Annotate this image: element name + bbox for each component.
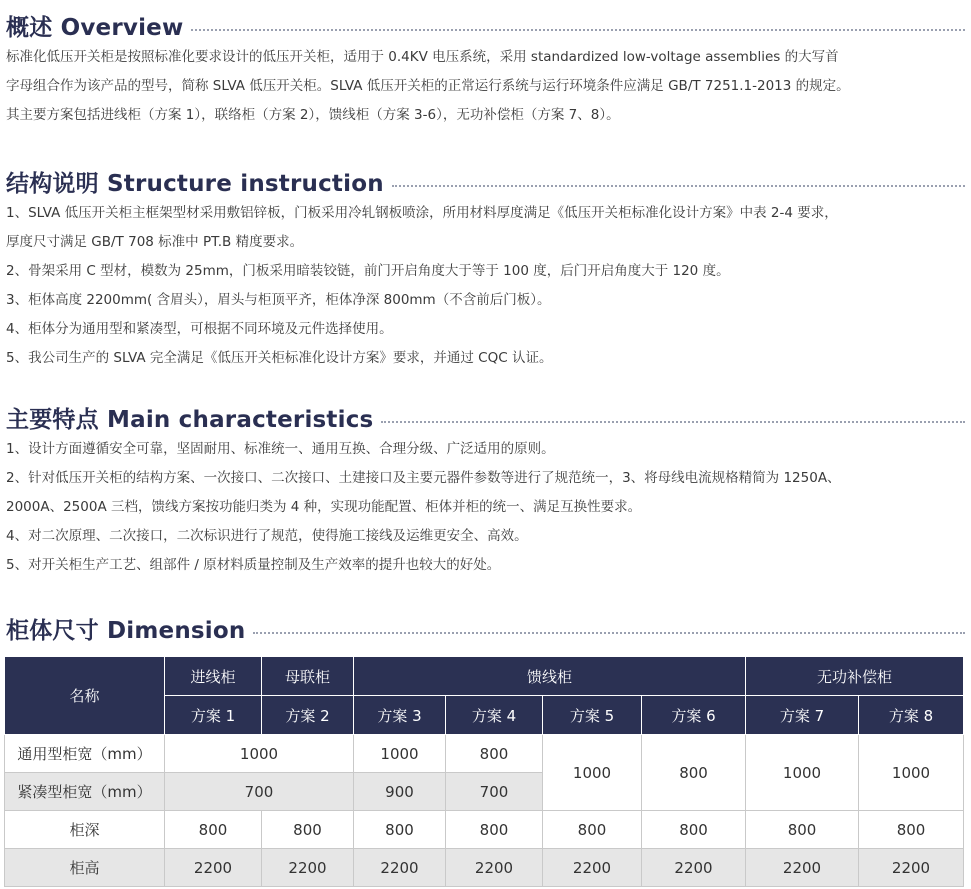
group-header: 馈线柜	[354, 657, 746, 696]
main-line: 1、设计方面遵循安全可靠，坚固耐用、标准统一、通用互换、合理分级、广泛适用的原则。	[6, 441, 555, 457]
table-cell: 1000	[746, 735, 859, 811]
table-row	[5, 811, 964, 849]
table-cell: 800	[859, 811, 964, 849]
structure-title: 结构说明 Structure instruction	[6, 170, 384, 197]
overview-section	[6, 10, 965, 130]
table-cell: 1000	[354, 735, 446, 773]
table-cell: 800	[446, 735, 543, 773]
group-header: 母联柜	[262, 657, 354, 696]
dimension-heading	[6, 613, 965, 643]
table-cell: 1000	[859, 735, 964, 811]
scheme-header: 方案 3	[354, 696, 446, 735]
table-cell: 800	[746, 811, 859, 849]
heading-divider	[381, 421, 965, 423]
structure-heading	[6, 166, 965, 196]
table-cell: 700	[165, 773, 354, 811]
heading-divider	[191, 29, 965, 31]
dimension-section	[6, 613, 965, 643]
overview-line: 字母组合作为该产品的型号，简称 SLVA 低压开关柜。SLVA 低压开关柜的正常运行系统与运行环境条件应满足 GB/T 7251.1-2013 的规定。	[6, 78, 850, 94]
overview-line: 其主要方案包括进线柜（方案 1），联络柜（方案 2），馈线柜（方案 3-6），无功补偿柜（方案 7、8）。	[6, 107, 620, 123]
main-line: 4、对二次原理、二次接口，二次标识进行了规范，使得施工接线及运维更安全、高效。	[6, 528, 528, 544]
structure-line: 3、柜体高度 2200mm( 含眉头），眉头与柜顶平齐，柜体净深 800mm（不含前后门板）。	[6, 292, 551, 308]
table-cell: 2200	[446, 849, 543, 887]
table-cell: 2200	[642, 849, 746, 887]
table-cell: 800	[165, 811, 262, 849]
structure-line: 2、骨架采用 C 型材，模数为 25mm，门板采用暗装铰链，前门开启角度大于等于 100 度，后门开启角度大于 120 度。	[6, 263, 730, 279]
scheme-header: 方案 7	[746, 696, 859, 735]
table-cell: 800	[543, 811, 642, 849]
table-cell: 800	[642, 811, 746, 849]
structure-line: 厚度尺寸满足 GB/T 708 标准中 PT.B 精度要求。	[6, 234, 304, 250]
table-cell: 800	[642, 735, 746, 811]
structure-line: 1、SLVA 低压开关柜主框架型材采用敷铝锌板，门板采用冷轧钢板喷涂，所用材料厚度满足《低压开关柜标准化设计方案》中表 2-4 要求，	[6, 205, 838, 221]
main-heading	[6, 402, 965, 432]
structure-text	[6, 199, 965, 373]
table-cell: 2200	[165, 849, 262, 887]
table-group-header-row	[5, 657, 964, 696]
table-cell: 700	[446, 773, 543, 811]
main-characteristics-section	[6, 402, 965, 580]
row-label: 柜深	[5, 811, 165, 849]
overview-line: 标准化低压开关柜是按照标准化要求设计的低压开关柜，适用于 0.4KV 电压系统，采用 standardized low-voltage assemblies 的大写首	[6, 49, 839, 65]
row-label: 通用型柜宽（mm）	[5, 735, 165, 773]
dimension-table	[4, 656, 964, 887]
scheme-header: 方案 2	[262, 696, 354, 735]
structure-section	[6, 166, 965, 373]
heading-divider	[392, 185, 965, 187]
table-cell: 800	[446, 811, 543, 849]
table-row	[5, 849, 964, 887]
table-cell: 1000	[543, 735, 642, 811]
main-text	[6, 435, 965, 580]
table-cell: 2200	[543, 849, 642, 887]
group-header: 无功补偿柜	[746, 657, 964, 696]
main-line: 5、对开关柜生产工艺、组部件 / 原材料质量控制及生产效率的提升也较大的好处。	[6, 557, 501, 573]
overview-title: 概述 Overview	[6, 14, 184, 41]
scheme-header: 方案 1	[165, 696, 262, 735]
row-label: 柜高	[5, 849, 165, 887]
overview-text	[6, 43, 965, 130]
table-row	[5, 735, 964, 773]
table-cell: 900	[354, 773, 446, 811]
structure-line: 4、柜体分为通用型和紧凑型，可根据不同环境及元件选择使用。	[6, 321, 393, 337]
main-line: 2、针对低压开关柜的结构方案、一次接口、二次接口、土建接口及主要元器件参数等进行了规范统一，3、将母线电流规格精简为 1250A、	[6, 470, 841, 486]
scheme-header: 方案 8	[859, 696, 964, 735]
main-title: 主要特点 Main characteristics	[6, 406, 374, 433]
dimension-title: 柜体尺寸 Dimension	[6, 617, 246, 644]
group-header: 进线柜	[165, 657, 262, 696]
row-label: 紧凑型柜宽（mm）	[5, 773, 165, 811]
scheme-header: 方案 4	[446, 696, 543, 735]
heading-divider	[253, 632, 965, 634]
table-cell: 2200	[746, 849, 859, 887]
table-cell: 1000	[165, 735, 354, 773]
table-cell: 2200	[859, 849, 964, 887]
table-cell: 800	[262, 811, 354, 849]
overview-heading	[6, 10, 965, 40]
table-cell: 800	[354, 811, 446, 849]
main-line: 2000A、2500A 三档，馈线方案按功能归类为 4 种，实现功能配置、柜体并柜的统一、满足互换性要求。	[6, 499, 642, 515]
scheme-header: 方案 6	[642, 696, 746, 735]
table-cell: 2200	[354, 849, 446, 887]
name-header: 名称	[5, 657, 165, 735]
structure-line: 5、我公司生产的 SLVA 完全满足《低压开关柜标准化设计方案》要求，并通过 CQC 认证。	[6, 350, 553, 366]
scheme-header: 方案 5	[543, 696, 642, 735]
table-cell: 2200	[262, 849, 354, 887]
